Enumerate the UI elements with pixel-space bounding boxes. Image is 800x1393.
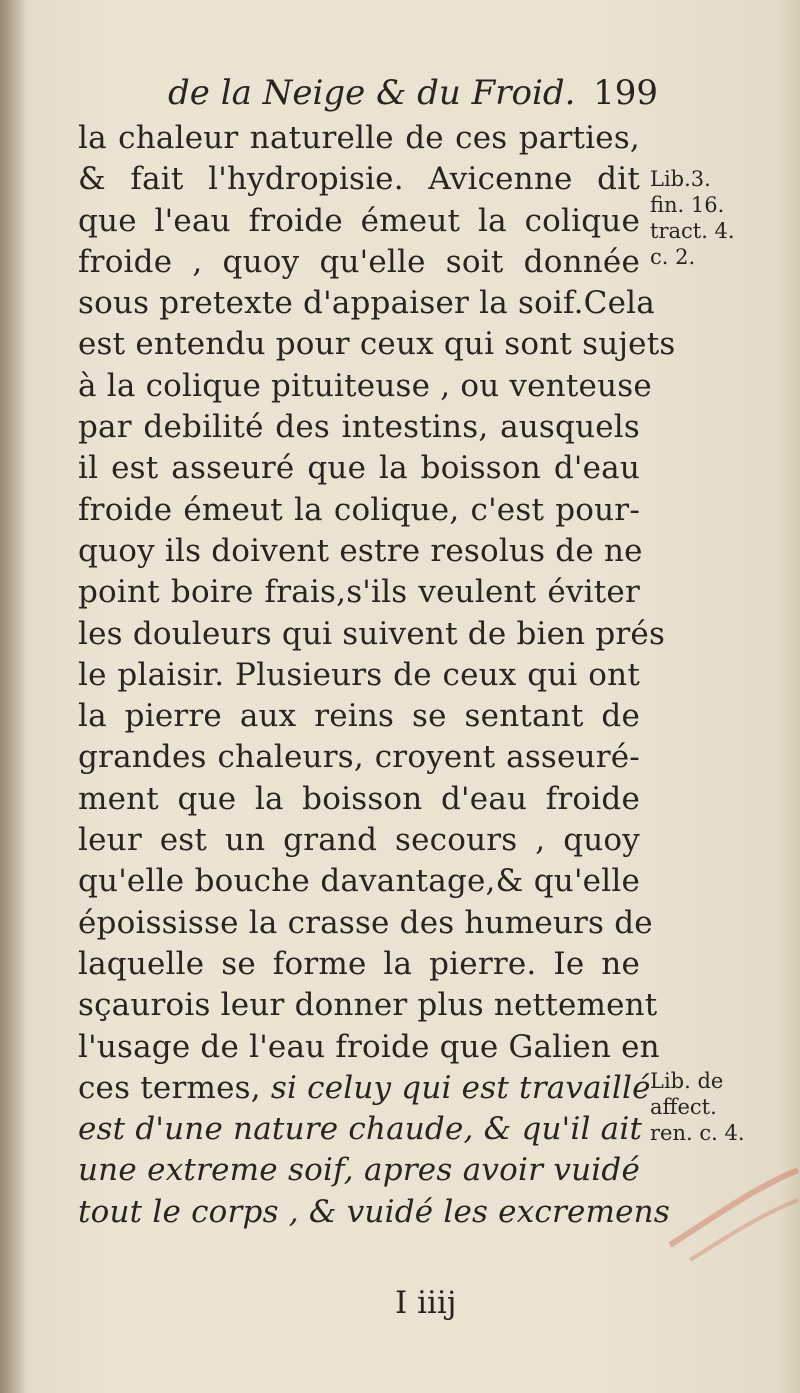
- text-line: les douleurs qui suivent de bien prés: [78, 615, 666, 652]
- text-line: époississe la crasse des humeurs de: [78, 904, 653, 941]
- text-line: ment que la boisson d'eau froide: [78, 780, 640, 817]
- gutter-shadow: [0, 0, 26, 1393]
- text-line: sçaurois leur donner plus nettement: [78, 987, 658, 1024]
- text-line: est entendu pour ceux qui sont sujets: [78, 326, 676, 363]
- text-line: sous pretexte d'appaiser la soif.Cela: [78, 285, 655, 322]
- margin-note-line: tract. 4.: [650, 219, 735, 243]
- italic-segment: si celuy qui est travaillé: [270, 1069, 651, 1106]
- margin-note-line: Lib.3.: [650, 167, 711, 191]
- text-line: point boire frais,s'ils veulent éviter: [78, 574, 640, 611]
- text-line: la pierre aux reins se sentant de: [78, 698, 640, 735]
- margin-note-line: fin. 16.: [650, 193, 725, 217]
- text-line: & fait l'hydropisie. Avicenne dit: [78, 161, 640, 198]
- running-header: [168, 68, 658, 118]
- text-line: quoy ils doivent estre resolus de ne: [78, 532, 643, 569]
- text-line: grandes chaleurs, croyent asseuré-: [78, 739, 640, 776]
- text-line: froide , quoy qu'elle soit donnée: [78, 243, 640, 280]
- text-line: laquelle se forme la pierre. Ie ne: [78, 945, 640, 982]
- signature-mark: I iiij: [395, 1285, 457, 1321]
- margin-note-avicenne: [650, 166, 770, 270]
- margin-note-line: ren. c. 4.: [650, 1121, 745, 1145]
- margin-note-line: c. 2.: [650, 245, 696, 269]
- text-line: il est asseuré que la boisson d'eau: [78, 450, 640, 487]
- text-line: que l'eau froide émeut la colique: [78, 202, 640, 239]
- text-line: qu'elle bouche davantage,& qu'elle: [78, 863, 640, 900]
- roman-segment: ces termes,: [78, 1069, 271, 1106]
- text-line-italic: tout le corps , & vuidé les excremens: [78, 1193, 670, 1230]
- text-line: l'usage de l'eau froide que Galien en: [78, 1028, 660, 1065]
- text-line-mixed: [78, 1068, 651, 1109]
- paper-stain: [650, 1150, 800, 1270]
- margin-note-galien: [650, 1068, 770, 1146]
- running-title: de la Neige & du Froid.: [168, 73, 576, 113]
- page-number: 199: [593, 73, 658, 113]
- text-line: froide émeut la colique, c'est pour-: [78, 491, 640, 528]
- text-line-italic: une extreme soif, apres avoir vuidé: [78, 1152, 640, 1189]
- text-line: à la colique pituiteuse , ou venteuse: [78, 367, 652, 404]
- margin-note-line: affect.: [650, 1095, 717, 1119]
- text-line: le plaisir. Plusieurs de ceux qui ont: [78, 656, 640, 693]
- text-line-italic: est d'une nature chaude, & qu'il ait: [78, 1111, 643, 1148]
- margin-note-line: Lib. de: [650, 1069, 724, 1093]
- text-line: leur est un grand secours , quoy: [78, 822, 640, 859]
- text-line: la chaleur naturelle de ces parties,: [78, 120, 640, 156]
- text-line: par debilité des intestins, ausquels: [78, 409, 640, 446]
